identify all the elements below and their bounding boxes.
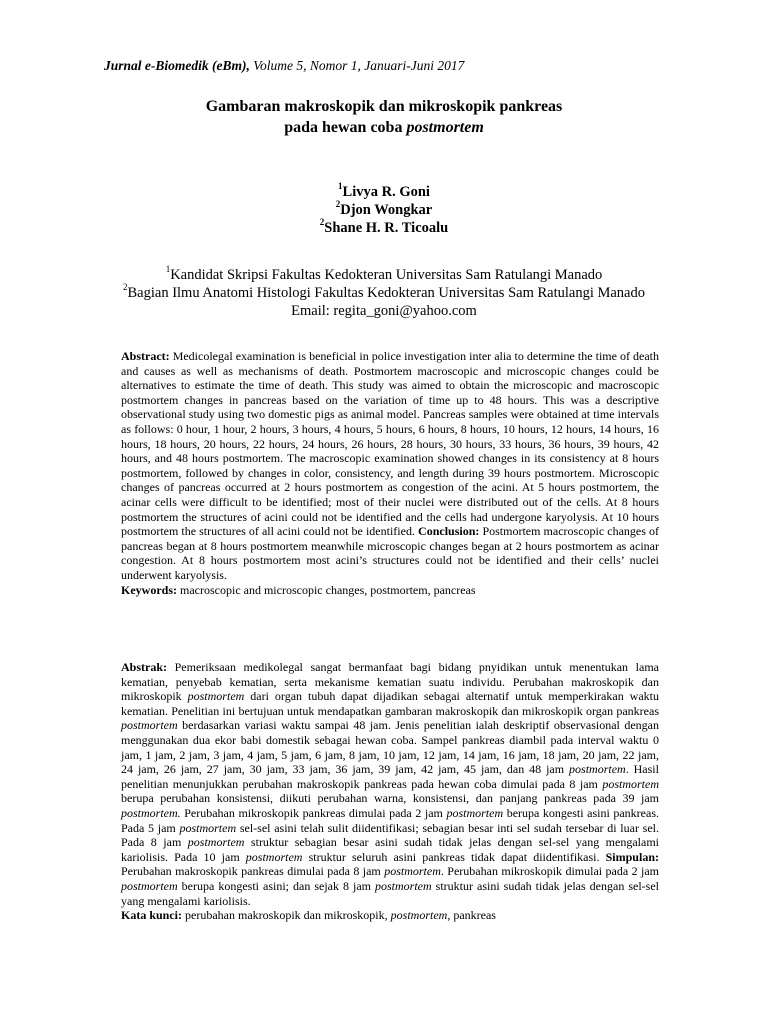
email: Email: regita_goni@yahoo.com bbox=[291, 303, 477, 319]
author-name: Shane H. R. Ticoalu bbox=[324, 220, 449, 236]
author bbox=[0, 219, 768, 237]
abstract-english bbox=[121, 349, 659, 597]
simpulan-text: berupa kongesti asini; dan sejak 8 jam bbox=[177, 878, 375, 893]
italic-term: postmortem bbox=[179, 820, 237, 835]
title-line-2-prefix: pada hewan coba bbox=[284, 119, 403, 136]
simpulan-text: . Perubahan mikroskopik dimulai pada 2 jam bbox=[440, 864, 660, 879]
keywords-label: Keywords: bbox=[121, 582, 177, 597]
affiliation-superscript: 2 bbox=[123, 282, 128, 293]
abstract-text: Medicolegal examination is beneficial in police investigation inter alia to determine the time of death and causes as well as mechanisms of death. Postmortem macroscopic and microscopic changes could be alternatives to estimate the time of death. This study was aimed to obtain the microscopic and macroscopic postmortem changes in pancreas based on the variation of time up to 48 hours. This was a descriptive observational study using two domestic pigs as animal model. Pancreas samples were obtained at time intervals as follows: 0 hour, 1 hour, 2 hours, 3 hours, 4 hours, 5 hours, 6 hours, 8 hours, 10 hours, 12 hours, 14 hours, 16 hours, 18 hours, 20 hours, 22 hours, 24 hours, 26 hours, 28 hours, 30 hours, 33 hours, 36 hours, 39 hours, 42 hours, and 48 hours postmortem. The macroscopic examination showed changes in its consistency at 8 hours postmortem, followed by changes in color, consistency, and length during 39 hours postmortem. Microscopic changes of pancreas occurred at 2 hours postmortem as congestion of the acini. At 5 hours postmortem, the acinar cells were difficult to be identified; most of their nuclei were distributed out of the cells. At 8 hours postmortem the structures of acini could not be identified and the cells had undergone karyolysis. At 10 hours postmortem the structures of all acini could not be identified. bbox=[121, 349, 659, 539]
journal-issue: Volume 5, Nomor 1, Januari-Juni 2017 bbox=[253, 58, 465, 73]
affiliation bbox=[0, 266, 768, 284]
paper-title bbox=[0, 96, 768, 138]
affiliation-text: Bagian Ilmu Anatomi Histologi Fakultas Kedokteran Universitas Sam Ratulangi Manado bbox=[127, 285, 645, 301]
italic-term: postmortem bbox=[187, 835, 245, 850]
title-line-1: Gambaran makroskopik dan mikroskopik pankreas bbox=[205, 98, 563, 115]
conclusion-text: Postmortem macroscopic changes of pancreas began at 8 hours postmortem meanwhile microscopic changes began at 2 hours postmortem as acinar congestion. At 8 hours postmortem most acini’s structures could not be identified and their cells’ nuclei underwent karyolysis. bbox=[121, 524, 659, 582]
abstract-indonesian bbox=[121, 660, 659, 923]
simpulan-text: struktur asini sudah tidak jelas dengan sel-sel yang mengalami kariolisis. bbox=[121, 878, 659, 908]
title-line-2 bbox=[0, 117, 768, 138]
italic-term: postmortem, bbox=[390, 908, 451, 923]
abstract-label: Abstract: bbox=[121, 349, 170, 363]
italic-term: postmortem bbox=[121, 718, 178, 733]
abstrak-text: Perubahan mikroskopik pankreas dimulai pada 2 jam bbox=[180, 805, 447, 820]
affiliation-text: Kandidat Skripsi Fakultas Kedokteran Universitas Sam Ratulangi Manado bbox=[170, 267, 603, 283]
kata-kunci-label: Kata kunci: bbox=[121, 908, 183, 923]
abstrak-text: berdasarkan variasi waktu sampai 48 jam. Jenis penelitian ialah deskriptif observasional dengan menggunakan dua ekor babi domestik sebagai hewan coba. Sampel pankreas diambil pada interval waktu 0 jam, 1 jam, 2 jam, 3 jam, 4 jam, 5 jam, 6 jam, 8 jam, 10 jam, 12 jam, 14 jam, 16 jam, 18 jam, 20 jam, 22 jam, 24 jam, 26 jam, 27 jam, 30 jam, 33 jam, 36 jam, 39 jam, 42 jam, 45 jam, dan 48 jam bbox=[121, 718, 659, 777]
kata-kunci bbox=[121, 908, 659, 923]
abstrak-text: berupa kongesti asini pankreas. Pada 5 jam bbox=[121, 805, 659, 835]
title-line-2-italic: postmortem bbox=[406, 119, 484, 136]
abstrak-text: berupa perubahan konsistensi, diikuti perubahan warna, konsistensi, dan panjang pankreas pada 39 jam bbox=[121, 791, 659, 806]
journal-name: Jurnal e-Biomedik (eBm), bbox=[104, 58, 250, 73]
italic-term: postmortem bbox=[245, 849, 303, 864]
author-list bbox=[0, 183, 768, 237]
keywords-text: macroscopic and microscopic changes, postmortem, pancreas bbox=[177, 582, 476, 597]
affiliation bbox=[0, 284, 768, 302]
abstrak-text: struktur seluruh asini pankreas tidak dapat diidentifikasi. bbox=[302, 849, 600, 864]
author bbox=[0, 201, 768, 219]
abstrak-text: dari organ tubuh dapat dijadikan sebagai alternatif untuk memperkirakan waktu kematian. Penelitian ini bertujuan untuk mendapatkan gambaran makroskopik dan mikroskopik organ pankreas bbox=[121, 689, 659, 718]
italic-term: postmortem bbox=[384, 864, 441, 879]
kata-kunci-text: pankreas bbox=[450, 908, 496, 923]
abstrak-text: . Hasil penelitian menunjukkan perubahan makroskopik pankreas pada hewan coba dimulai pada 8 jam bbox=[121, 762, 659, 791]
keywords bbox=[121, 583, 659, 598]
journal-header bbox=[104, 58, 464, 74]
abstrak-text: sel-sel asini telah sulit diidentifikasi; sebagian besar inti sel sudah tersebar di luar sel. Pada 8 jam bbox=[121, 820, 659, 850]
simpulan-label: Simpulan: bbox=[599, 849, 659, 864]
affiliations bbox=[0, 266, 768, 320]
author-name: Djon Wongkar bbox=[340, 202, 433, 218]
italic-term: postmortem bbox=[446, 805, 504, 820]
abstrak-text: Pemeriksaan medikolegal sangat bermanfaat bagi bidang pnyidikan untuk menentukan lama kematian, penyebab kematian, serta mekanisme kematian suatu individu. Perubahan makroskopik dan mikroskopik bbox=[121, 660, 659, 704]
italic-term: postmortem bbox=[602, 776, 659, 791]
author-name: Livya R. Goni bbox=[342, 184, 430, 200]
abstrak-paragraph bbox=[121, 660, 659, 908]
author-superscript: 2 bbox=[319, 217, 325, 228]
abstrak-text: struktur sebagian besar asini sudah tidak jelas dengan sel-sel yang mengalami kariolisis. Pada 10 jam bbox=[121, 835, 659, 864]
italic-term: postmortem bbox=[375, 878, 432, 893]
conclusion-label: Conclusion: bbox=[414, 524, 480, 539]
author-superscript: 2 bbox=[335, 199, 341, 210]
simpulan-text: Perubahan makroskopik pankreas dimulai pada 8 jam bbox=[121, 864, 385, 879]
abstract-paragraph bbox=[121, 349, 659, 583]
author bbox=[0, 183, 768, 201]
affiliation-superscript: 1 bbox=[165, 264, 171, 275]
italic-term: postmortem bbox=[187, 689, 245, 704]
italic-term: postmortem bbox=[569, 762, 626, 777]
kata-kunci-text: perubahan makroskopik dan mikroskopik, bbox=[182, 908, 391, 923]
abstrak-label: Abstrak: bbox=[121, 660, 168, 674]
italic-term: postmortem bbox=[121, 878, 178, 893]
italic-term: postmortem. bbox=[121, 805, 181, 820]
author-superscript: 1 bbox=[338, 181, 343, 192]
